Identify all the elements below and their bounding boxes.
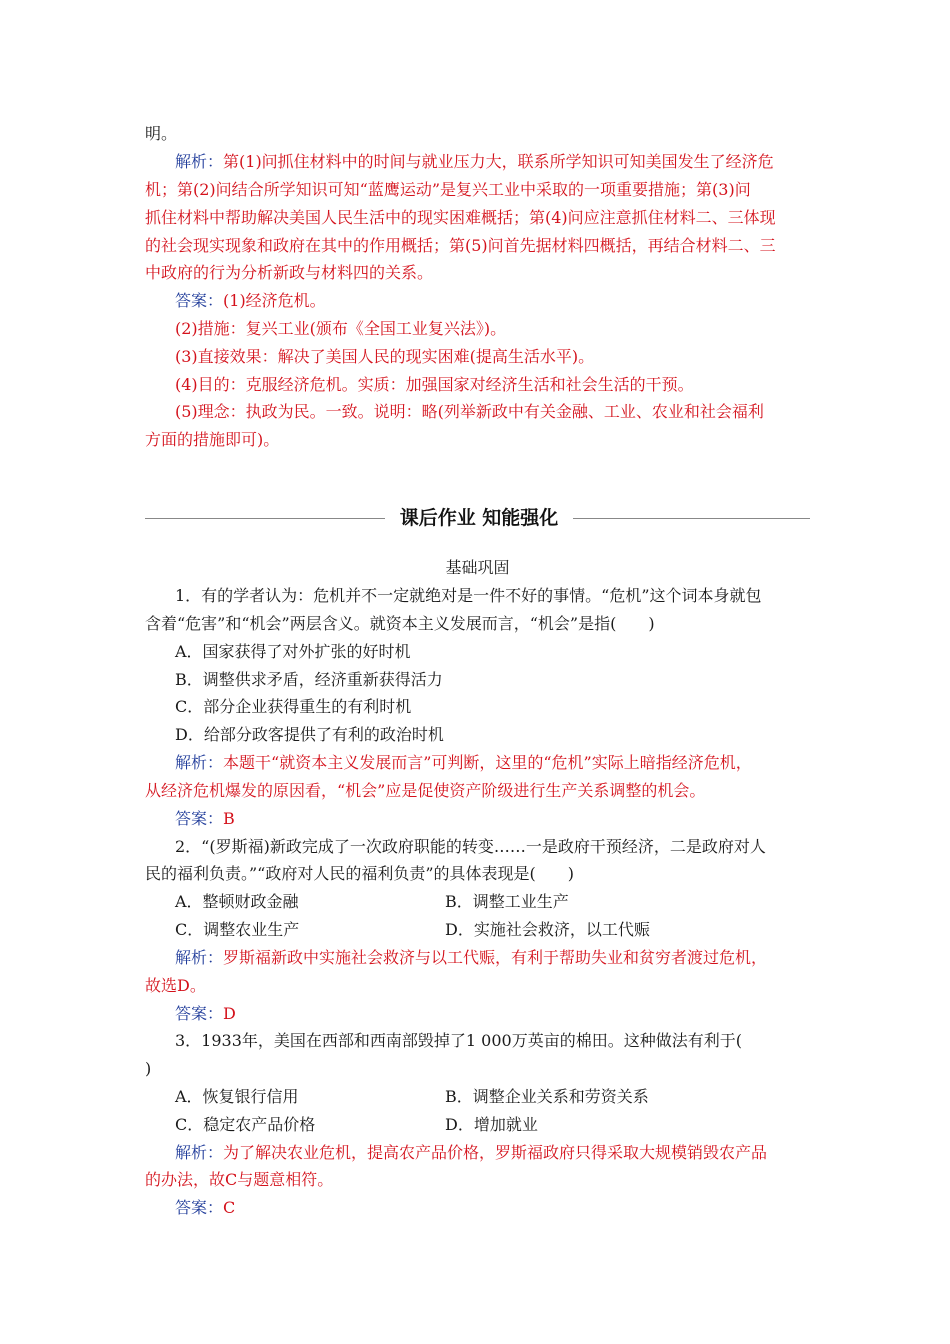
question-stem: 1．有的学者认为：危机并不一定就绝对是一件不好的事情。“危机”这个词本身就包: [175, 586, 762, 605]
question-stem: 2．“(罗斯福)新政完成了一次政府职能的转变……一是政府干预经济，二是政府对人: [175, 837, 766, 856]
analysis-line: 解析：第(1)问抓住材料中的时间与就业压力大，联系所学知识可知美国发生了经济危: [175, 152, 774, 171]
analysis-line: 的办法，故C与题意相符。: [145, 1170, 334, 1189]
option-c: C．调整农业生产: [175, 920, 300, 939]
analysis-line: 解析：罗斯福新政中实施社会救济与以工代赈，有利于帮助失业和贫穷者渡过危机，: [175, 948, 768, 967]
analysis-line: 解析：为了解决农业危机，提高农产品价格，罗斯福政府只得采取大规模销毁农产品: [175, 1143, 768, 1162]
answer-line: 答案：(1)经济危机。: [175, 291, 326, 310]
option-d: D．给部分政客提供了有利的政治时机: [175, 725, 444, 744]
answer-value: D: [223, 1004, 236, 1023]
option-row: [175, 1087, 810, 1107]
analysis-line: 机；第(2)问结合所学知识可知“蓝鹰运动”是复兴工业中采取的一项重要措施；第(3)问: [145, 180, 751, 199]
answer-line: [175, 809, 810, 829]
option-c: C．部分企业获得重生的有利时机: [175, 697, 412, 716]
option-b: B．调整供求矛盾，经济重新获得活力: [175, 670, 443, 689]
answer-line: [175, 1198, 810, 1218]
analysis-label: 解析：: [175, 152, 224, 171]
question-stem: ): [145, 1059, 152, 1078]
option-b: B．调整企业关系和劳资关系: [445, 1087, 649, 1106]
option-row: [175, 920, 810, 940]
analysis-line: 解析：本题干“就资本主义发展而言”可判断，这里的“危机”实际上暗指经济危机，: [175, 753, 752, 772]
section-subtitle: 基础巩固: [445, 558, 510, 577]
option-a: A．恢复银行信用: [175, 1087, 299, 1106]
section-title: 课后作业 知能强化: [399, 507, 559, 529]
option-a: A．整顿财政金融: [175, 892, 299, 911]
answer-line: (2)措施：复兴工业(颁布《全国工业复兴法》)。: [175, 319, 507, 338]
section-heading: [145, 503, 810, 533]
answer-label: 答案：: [175, 1004, 224, 1023]
option-row: [175, 892, 810, 912]
answer-label: 答案：: [175, 291, 224, 310]
analysis-label: 解析：: [175, 1143, 224, 1162]
answer-line: (4)目的：克服经济危机。实质：加强国家对经济生活和社会生活的干预。: [175, 375, 694, 394]
answer-line: (5)理念：执政为民。一致。说明：略(列举新政中有关金融、工业、农业和社会福利: [175, 402, 764, 421]
option-c: C．稳定农产品价格: [175, 1115, 316, 1134]
option-d: D．增加就业: [445, 1115, 538, 1134]
analysis-line: 从经济危机爆发的原因看，“机会”应是促使资产阶级进行生产关系调整的机会。: [145, 781, 706, 800]
option-b: B．调整工业生产: [445, 892, 569, 911]
option-d: D．实施社会救济，以工代赈: [445, 920, 650, 939]
heading-rule-left: [145, 518, 385, 519]
analysis-line: 中政府的行为分析新政与材料四的关系。: [145, 263, 434, 282]
option-a: A．国家获得了对外扩张的好时机: [175, 642, 411, 661]
answer-label: 答案：: [175, 1198, 224, 1217]
question-stem: 含着“危害”和“机会”两层含义。就资本主义发展而言，“机会”是指( ): [145, 614, 655, 633]
analysis-label: 解析：: [175, 948, 224, 967]
analysis-line: 故选D。: [145, 976, 206, 995]
answer-line: 方面的措施即可)。: [145, 430, 280, 449]
heading-rule-right: [573, 518, 810, 519]
question-stem: 3．1933年，美国在西部和西南部毁掉了1 000万英亩的棉田。这种做法有利于(: [175, 1031, 742, 1050]
answer-label: 答案：: [175, 809, 224, 828]
answer-value: C: [223, 1198, 236, 1217]
answer-line: (3)直接效果：解决了美国人民的现实困难(提高生活水平)。: [175, 347, 595, 366]
analysis-label: 解析：: [175, 753, 224, 772]
question-stem: 民的福利负责。”“政府对人民的福利负责”的具体表现是( ): [145, 864, 575, 883]
analysis-line: 的社会现实现象和政府在其中的作用概括；第(5)问首先据材料四概括，再结合材料二、三: [145, 236, 776, 255]
option-row: [175, 1115, 810, 1135]
answer-value: B: [223, 809, 235, 828]
continued-text: 明。: [145, 124, 178, 143]
analysis-line: 抓住材料中帮助解决美国人民生活中的现实困难概括；第(4)问应注意抓住材料二、三体现: [145, 208, 776, 227]
answer-line: [175, 1004, 810, 1024]
